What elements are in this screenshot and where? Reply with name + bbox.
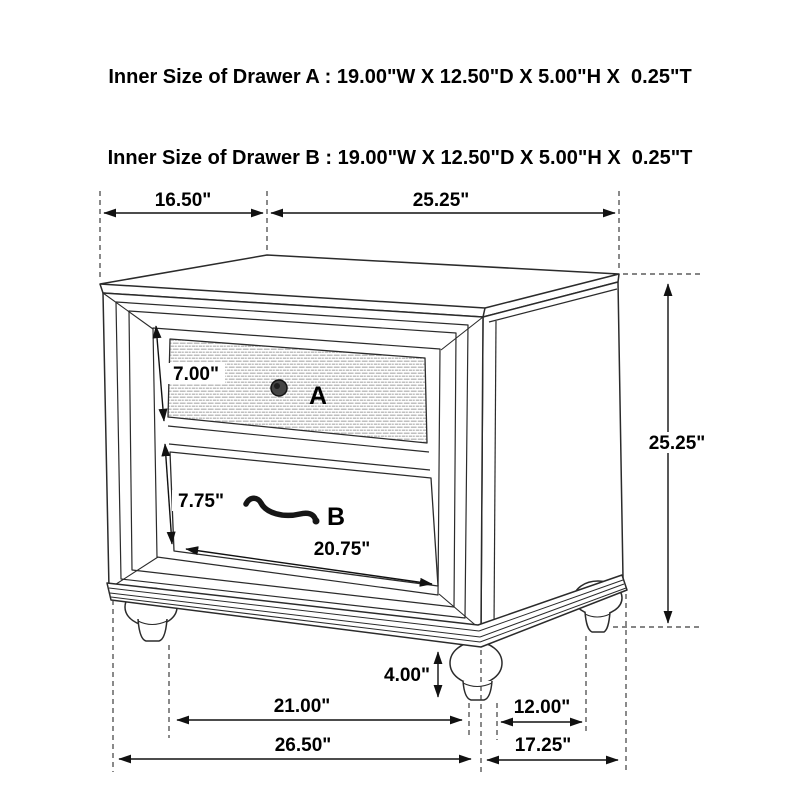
front-right-foot-ball	[450, 642, 502, 684]
handle-end-right	[313, 518, 320, 525]
dim-label-foot-height: 4.00"	[384, 665, 430, 686]
nightstand-art	[100, 255, 627, 700]
dim-label-top-depth: 16.50"	[154, 190, 212, 211]
dim-label-overall-height: 25.25"	[648, 433, 706, 454]
dim-label-top-width: 25.25"	[412, 190, 470, 211]
drawer-b-inner-size-text: Inner Size of Drawer B : 19.00"W X 12.50"D X 5.00"H X 0.25"T	[107, 147, 693, 169]
drawer-a-inner-size-text: Inner Size of Drawer A : 19.00"W X 12.50"D X 5.00"H X 0.25"T	[108, 66, 692, 88]
front-right-foot-taper	[463, 681, 492, 700]
dim-label-drawer-b-height: 7.75"	[178, 491, 224, 512]
dim-label-front-feet-span: 21.00"	[273, 696, 331, 717]
drawer-b-label: B	[326, 503, 346, 531]
dim-label-overall-width: 26.50"	[274, 735, 332, 756]
header-text	[0, 10, 800, 226]
dim-label-drawer-a-height: 7.00"	[173, 364, 219, 385]
dim-label-overall-depth: 17.25"	[514, 735, 572, 756]
dim-label-side-feet-span: 12.00"	[513, 697, 571, 718]
side-panel	[481, 282, 623, 630]
drawer-a-knob-detail	[274, 383, 280, 389]
drawer-a-label: A	[308, 382, 328, 410]
handle-end-left	[244, 502, 249, 507]
dim-label-drawer-b-width: 20.75"	[313, 539, 371, 560]
